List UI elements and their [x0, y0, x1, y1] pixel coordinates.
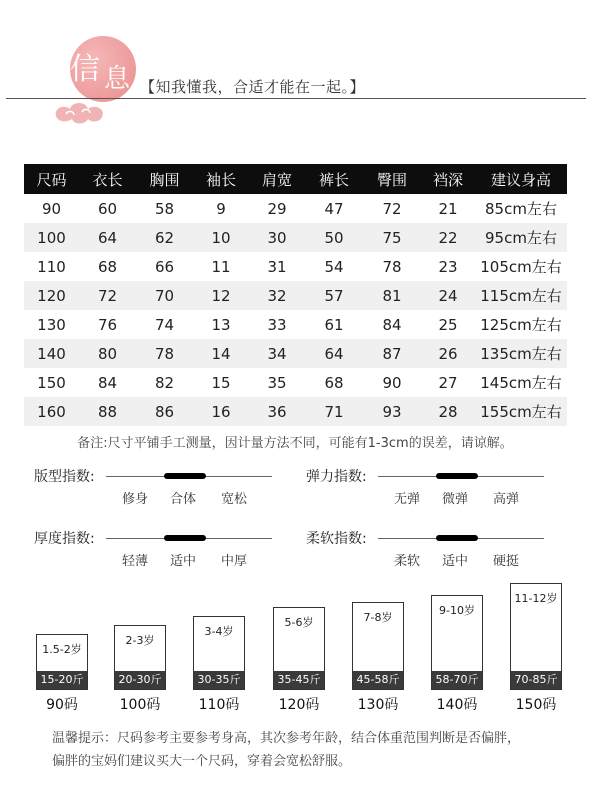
- index-option: 高弹: [492, 492, 520, 507]
- table-cell: 68: [324, 373, 344, 392]
- size-weight-label: 20-30斤: [115, 671, 165, 689]
- table-header-row: [24, 164, 567, 194]
- table-cell: 27: [438, 373, 458, 392]
- table-cell: 81: [382, 286, 402, 305]
- table-header-cell: 衣长: [92, 170, 123, 189]
- index-option: 柔软: [393, 554, 421, 569]
- table-cell: 24: [438, 286, 458, 305]
- index-option: 修身: [121, 492, 149, 507]
- size-weight-label: 15-20斤: [37, 671, 87, 689]
- table-row: [24, 194, 567, 223]
- table-cell: 72: [97, 286, 118, 305]
- size-weight-label: 35-45斤: [274, 671, 324, 689]
- size-code-label: 130码: [357, 697, 399, 713]
- index-label: 版型指数:: [34, 469, 95, 485]
- index-option: 无弹: [393, 492, 421, 507]
- table-row: [24, 310, 567, 339]
- table-cell: 140: [37, 344, 66, 363]
- size-age-label: 9-10岁: [439, 604, 475, 617]
- table-cell: 30: [267, 228, 287, 247]
- table-cell: 100: [37, 228, 66, 247]
- header-char-2: 息: [104, 64, 131, 94]
- size-age-label: 2-3岁: [125, 634, 155, 647]
- index-selected-marker: [436, 535, 478, 541]
- table-cell: 86: [154, 402, 175, 421]
- table-cell: 95cm左右: [485, 229, 557, 247]
- table-cell: 130: [37, 315, 66, 334]
- table-header-cell: 尺码: [36, 170, 67, 189]
- table-cell: 62: [154, 228, 175, 247]
- table-cell: 25: [438, 315, 458, 334]
- table-cell: 70: [154, 286, 175, 305]
- index-selected-marker: [436, 473, 478, 479]
- size-weight-label: 30-35斤: [194, 671, 244, 689]
- table-cell: 82: [154, 373, 175, 392]
- table-header-cell: 胸围: [149, 170, 180, 189]
- table-row: [24, 223, 567, 252]
- index-option: 中厚: [220, 554, 248, 569]
- table-cell: 33: [267, 315, 287, 334]
- table-row: [24, 252, 567, 281]
- table-cell: 150: [37, 373, 66, 392]
- table-cell: 54: [324, 257, 344, 276]
- table-cell: 90: [382, 373, 402, 392]
- index-option: 适中: [169, 554, 197, 569]
- table-body: [24, 194, 567, 426]
- table-cell: 84: [382, 315, 402, 334]
- table-cell: 64: [97, 228, 118, 247]
- table-cell: 74: [154, 315, 175, 334]
- table-cell: 13: [211, 315, 231, 334]
- table-cell: 160: [37, 402, 66, 421]
- index-option: 硬挺: [492, 554, 520, 569]
- table-cell: 21: [438, 199, 458, 218]
- table-cell: 22: [438, 228, 458, 247]
- index-option: 合体: [169, 492, 197, 507]
- table-cell: 80: [97, 344, 118, 363]
- table-cell: 57: [324, 286, 344, 305]
- index-option: 轻薄: [121, 554, 149, 569]
- table-header-cell: 臀围: [376, 170, 407, 189]
- table-cell: 110: [37, 257, 66, 276]
- table-cell: 145cm左右: [480, 374, 562, 392]
- table-header-cell: 裆深: [432, 170, 463, 189]
- table-cell: 34: [267, 344, 287, 363]
- tip-line-2: 偏胖的宝妈们建议买大一个尺码，穿着会宽松舒服。: [52, 754, 352, 769]
- table-cell: 76: [97, 315, 118, 334]
- table-cell: 78: [382, 257, 402, 276]
- table-row: [24, 339, 567, 368]
- table-cell: 10: [211, 228, 231, 247]
- table-cell: 16: [211, 402, 231, 421]
- table-cell: 93: [382, 402, 402, 421]
- size-box: [273, 607, 325, 690]
- size-code-label: 110码: [198, 697, 240, 713]
- size-code-label: 150码: [515, 697, 557, 713]
- size-weight-label: 45-58斤: [353, 671, 403, 689]
- table-cell: 26: [438, 344, 458, 363]
- size-box: [114, 625, 166, 690]
- index-selected-marker: [164, 535, 206, 541]
- size-box: [193, 616, 245, 690]
- table-cell: 9: [216, 199, 226, 218]
- table-cell: 105cm左右: [480, 258, 562, 276]
- size-box: [352, 602, 404, 690]
- index-option: 宽松: [220, 492, 248, 507]
- table-cell: 90: [41, 199, 62, 218]
- measurement-note: 备注:尺寸平铺手工测量，因计量方法不同，可能有1-3cm的误差，请谅解。: [77, 436, 513, 451]
- index-option: 微弹: [441, 492, 469, 507]
- size-weight-label: 70-85斤: [511, 671, 561, 689]
- table-cell: 28: [438, 402, 458, 421]
- table-cell: 36: [267, 402, 287, 421]
- size-age-label: 5-6岁: [284, 616, 314, 629]
- size-box: [36, 634, 88, 690]
- size-weight-label: 58-70斤: [432, 671, 482, 689]
- table-cell: 58: [154, 199, 175, 218]
- size-age-label: 7-8岁: [363, 611, 393, 624]
- size-code-label: 140码: [436, 697, 478, 713]
- table-row: [24, 281, 567, 310]
- table-header-cell: 袖长: [205, 170, 236, 189]
- size-code-label: 120码: [278, 697, 320, 713]
- table-cell: 64: [324, 344, 344, 363]
- header-char-1: 信: [70, 52, 100, 87]
- table-cell: 87: [382, 344, 402, 363]
- header-subtitle: 【知我懂我，合适才能在一起。】: [140, 78, 366, 96]
- table-header-cell: 裤长: [318, 170, 349, 189]
- table-cell: 32: [267, 286, 287, 305]
- table-cell: 85cm左右: [485, 200, 557, 218]
- table-cell: 155cm左右: [480, 403, 562, 421]
- size-table: [24, 164, 567, 426]
- index-label: 厚度指数:: [34, 531, 95, 547]
- size-box: [431, 595, 483, 690]
- table-cell: 50: [324, 228, 344, 247]
- table-cell: 11: [211, 257, 231, 276]
- table-cell: 135cm左右: [480, 345, 562, 363]
- index-selected-marker: [164, 473, 206, 479]
- table-cell: 66: [154, 257, 175, 276]
- table-header-cell: 肩宽: [261, 170, 292, 189]
- table-cell: 78: [154, 344, 175, 363]
- size-code-label: 90码: [46, 697, 78, 713]
- size-age-label: 3-4岁: [204, 625, 234, 638]
- table-row: [24, 368, 567, 397]
- cloud-ornament-icon: [52, 98, 108, 128]
- table-cell: 120: [37, 286, 66, 305]
- table-cell: 31: [267, 257, 287, 276]
- table-cell: 61: [324, 315, 344, 334]
- table-cell: 115cm左右: [480, 287, 562, 305]
- table-cell: 35: [267, 373, 287, 392]
- index-option: 适中: [441, 554, 469, 569]
- table-cell: 88: [97, 402, 118, 421]
- table-cell: 68: [97, 257, 118, 276]
- table-header-cell: 建议身高: [490, 170, 551, 189]
- index-label: 弹力指数:: [306, 469, 367, 485]
- table-cell: 29: [267, 199, 287, 218]
- table-row: [24, 397, 567, 426]
- table-cell: 75: [382, 228, 402, 247]
- table-cell: 47: [324, 199, 344, 218]
- table-cell: 71: [324, 402, 344, 421]
- table-cell: 23: [438, 257, 458, 276]
- table-cell: 60: [97, 199, 118, 218]
- size-age-label: 11-12岁: [514, 592, 558, 605]
- table-cell: 125cm左右: [480, 316, 562, 334]
- index-label: 柔软指数:: [306, 531, 367, 547]
- table-cell: 14: [211, 344, 231, 363]
- size-box: [510, 583, 562, 690]
- size-age-label: 1.5-2岁: [42, 643, 82, 656]
- size-code-label: 100码: [119, 697, 161, 713]
- tip-line-1: 温馨提示：尺码参考主要参考身高，其次参考年龄，结合体重范围判断是否偏胖，: [52, 731, 521, 746]
- table-cell: 12: [211, 286, 231, 305]
- table-cell: 15: [211, 373, 231, 392]
- table-cell: 84: [97, 373, 118, 392]
- table-cell: 72: [382, 199, 402, 218]
